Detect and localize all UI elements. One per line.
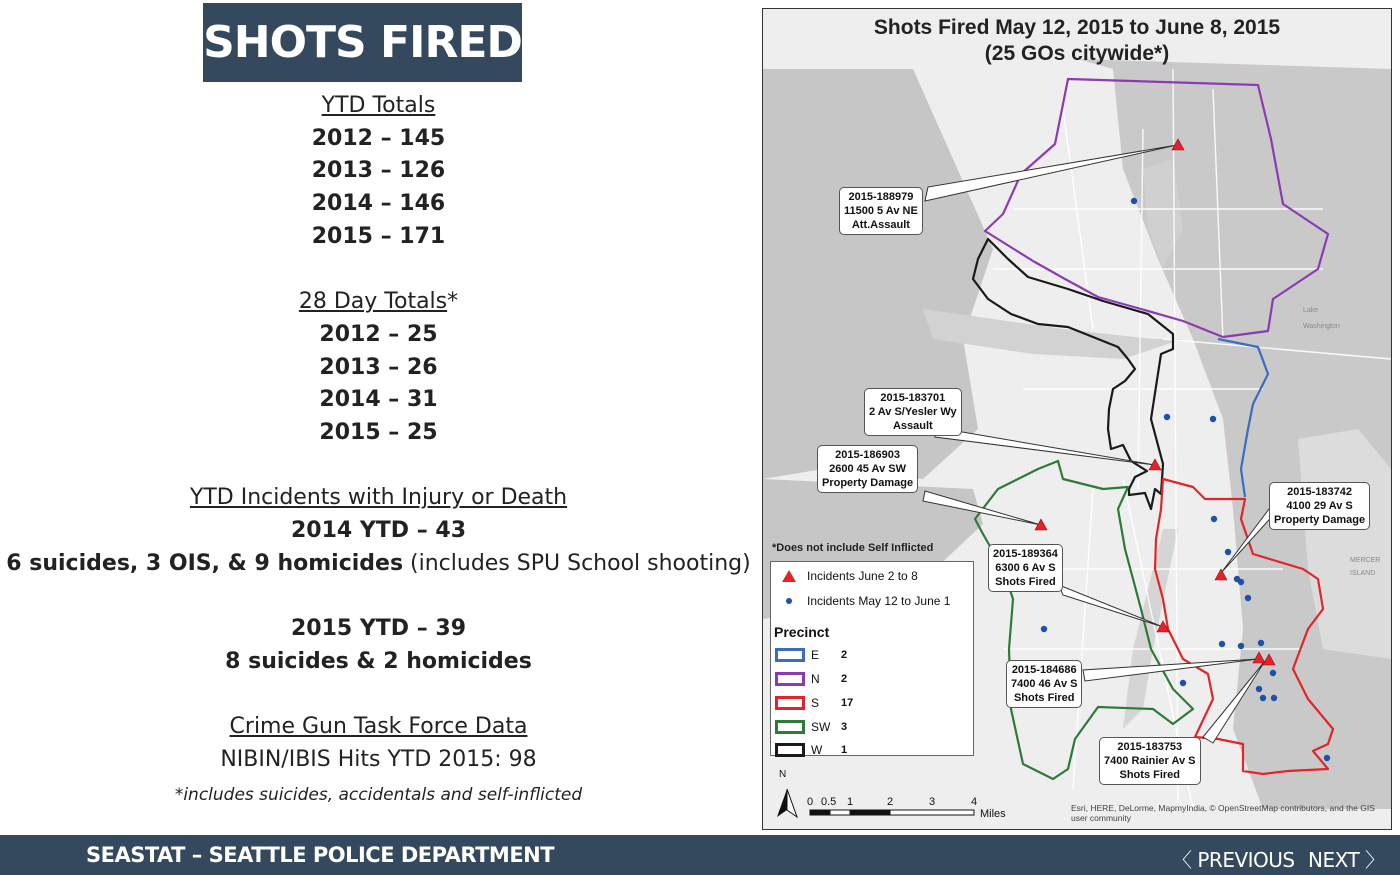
callout-address: 6300 6 Av S	[995, 562, 1056, 574]
mercer-island-label: MERCER	[1350, 557, 1381, 564]
ytd-total-2015: 2015 – 171	[311, 223, 446, 249]
scale-tick-1: 1	[847, 796, 854, 808]
leader-184686	[1083, 659, 1258, 681]
lake-washington-label: Lake	[1303, 307, 1319, 314]
scale-bar	[810, 810, 974, 815]
legend-precinct-heading: Precinct	[774, 624, 830, 640]
precinct-swatch-sw	[775, 720, 805, 734]
callout-2015-183753[interactable]	[1099, 737, 1201, 785]
map-legend	[770, 561, 974, 756]
previous-button[interactable]: 〈 PREVIOUS	[1172, 848, 1295, 872]
callout-type: Shots Fired	[995, 576, 1056, 588]
north-arrow-icon	[777, 789, 797, 817]
precinct-count: 17	[841, 697, 854, 709]
precinct-swatch-n	[775, 672, 805, 686]
legend-precinct-s	[771, 696, 853, 710]
incident-dot	[1238, 579, 1244, 585]
ytd-totals-heading: YTD Totals	[321, 93, 436, 118]
next-button[interactable]: NEXT 〉	[1308, 848, 1385, 872]
callout-address: 7400 46 Av S	[1011, 678, 1078, 690]
callout-2015-188979[interactable]	[839, 187, 923, 235]
footer-bar	[0, 835, 1400, 875]
callout-type: Shots Fired	[1119, 769, 1181, 781]
callout-address: 7400 Rainier Av S	[1104, 755, 1196, 767]
legend-precinct-n	[771, 672, 847, 686]
scale-tick-0-5: 0.5	[821, 796, 837, 808]
incident-dot	[1225, 549, 1231, 555]
incident-dot	[1258, 640, 1264, 646]
injury-2015-detail: 8 suicides & 2 homicides	[225, 648, 532, 674]
callout-id: 2015-183753	[1117, 741, 1183, 753]
callout-type: Assault	[892, 420, 933, 432]
ytd-total-2014: 2014 – 146	[311, 191, 446, 217]
callout-2015-186903[interactable]	[817, 445, 918, 493]
callout-id: 2015-184686	[1011, 664, 1077, 676]
callout-id: 2015-188979	[848, 191, 914, 203]
legend-recent-row	[771, 569, 918, 583]
injury-2015: 2015 YTD – 39	[290, 616, 467, 642]
callout-type: Shots Fired	[1013, 692, 1075, 704]
injury-heading: YTD Incidents with Injury or Death	[189, 485, 568, 511]
shots-fired-map[interactable]	[762, 8, 1392, 830]
stats-panel	[0, 90, 757, 809]
map-note: *Does not include Self Inflicted	[772, 542, 934, 554]
day28-total-2013: 2013 – 26	[319, 354, 438, 380]
red-triangle-icon	[782, 570, 796, 582]
injury-2014-detail-bold: 6 suicides, 3 OIS, & 9 homicides	[6, 550, 404, 576]
precinct-name: E	[811, 648, 820, 662]
slide-title: SHOTS FIRED	[203, 3, 522, 82]
scale-unit: Miles	[980, 808, 1006, 820]
legend-precinct-e	[771, 648, 847, 662]
precinct-count: 2	[841, 649, 848, 661]
callout-2015-189364[interactable]	[988, 544, 1063, 592]
blue-dot-icon	[786, 598, 792, 604]
legend-earlier-row	[771, 594, 950, 608]
day28-totals-heading: 28 Day Totals	[298, 289, 448, 315]
map-title-line2: (25 GOs citywide*)	[984, 42, 1170, 65]
callout-id: 2015-183701	[880, 392, 946, 404]
incident-dot	[1211, 516, 1217, 522]
callout-type: Property Damage	[1274, 514, 1366, 526]
mercer-island-label-2: ISLAND	[1350, 570, 1376, 577]
map-credits: Esri, HERE, DeLorme, MapmyIndia, © OpenStreetMap contributors, and the GIS user community	[1071, 803, 1375, 823]
callout-id: 2015-189364	[993, 548, 1058, 560]
scale-tick-0: 0	[807, 796, 814, 808]
precinct-name: SW	[811, 720, 831, 734]
incident-dot	[1324, 755, 1330, 761]
department-name: SEASTAT – SEATTLE POLICE DEPARTMENT	[86, 843, 555, 867]
incident-dot	[1245, 595, 1251, 601]
incident-dot	[1238, 643, 1244, 649]
map-title	[763, 15, 1391, 67]
legend-recent-label: Incidents June 2 to 8	[807, 569, 918, 583]
precinct-name: W	[811, 743, 823, 757]
map-title-line1: Shots Fired May 12, 2015 to June 8, 2015	[873, 16, 1281, 39]
callout-2015-183742[interactable]	[1269, 482, 1370, 530]
precinct-swatch-s	[775, 696, 805, 710]
cgtf-heading: Crime Gun Task Force Data	[229, 714, 528, 740]
callout-id: 2015-183742	[1287, 486, 1352, 498]
day28-asterisk: *	[447, 289, 459, 315]
scale-tick-4: 4	[971, 796, 978, 808]
lake-washington-label-2: Washington	[1303, 323, 1340, 330]
callout-type: Att.Assault	[851, 219, 910, 231]
precinct-count: 1	[841, 744, 848, 756]
legend-precinct-w	[771, 743, 847, 757]
incident-dot	[1180, 680, 1186, 686]
callout-2015-184686[interactable]	[1006, 660, 1082, 708]
incident-dot	[1260, 695, 1266, 701]
precinct-name: S	[811, 696, 820, 710]
injury-2014: 2014 YTD – 43	[290, 518, 467, 544]
incident-dot	[1131, 198, 1137, 204]
callout-address: 2 Av S/Yesler Wy	[869, 406, 957, 418]
cgtf-value: NIBIN/IBIS Hits YTD 2015: 98	[220, 747, 537, 772]
north-label: N	[779, 769, 787, 780]
precinct-count: 2	[841, 673, 848, 685]
incident-triangle-183742	[1215, 569, 1227, 580]
precinct-swatch-w	[775, 743, 805, 757]
precinct-swatch-e	[775, 648, 805, 662]
callout-id: 2015-186903	[835, 449, 900, 461]
incident-dot	[1164, 414, 1170, 420]
day28-total-2015: 2015 – 25	[319, 420, 438, 446]
precinct-boundary-w	[973, 239, 1173, 509]
scale-tick-3: 3	[929, 796, 936, 808]
precinct-name: N	[811, 672, 820, 686]
callout-type: Property Damage	[822, 477, 914, 489]
injury-2014-detail-rest: (includes SPU School shooting)	[403, 550, 751, 576]
precinct-count: 3	[841, 721, 848, 733]
slide-footnote: *includes suicides, accidentals and self-inflicted	[174, 784, 583, 805]
incident-dot	[1041, 626, 1047, 632]
scale-tick-2: 2	[887, 796, 894, 808]
callout-address: 2600 45 Av SW	[829, 463, 906, 475]
incident-dot	[1256, 686, 1262, 692]
day28-total-2014: 2014 – 31	[319, 387, 438, 413]
ytd-total-2012: 2012 – 145	[311, 125, 446, 151]
incident-dot	[1219, 641, 1225, 647]
incident-dot	[1271, 695, 1277, 701]
injury-2014-detail	[0, 548, 757, 581]
callout-address: 4100 29 Av S	[1286, 500, 1353, 512]
day28-heading-line	[0, 286, 757, 319]
day28-total-2012: 2012 – 25	[319, 321, 438, 347]
legend-earlier-label: Incidents May 12 to June 1	[807, 594, 951, 608]
callout-2015-183701[interactable]	[864, 388, 962, 436]
legend-precinct-sw	[771, 720, 847, 734]
ytd-total-2013: 2013 – 126	[311, 158, 446, 184]
callout-address: 11500 5 Av NE	[844, 205, 918, 217]
incident-dot	[1270, 670, 1276, 676]
incident-dot	[1210, 416, 1216, 422]
